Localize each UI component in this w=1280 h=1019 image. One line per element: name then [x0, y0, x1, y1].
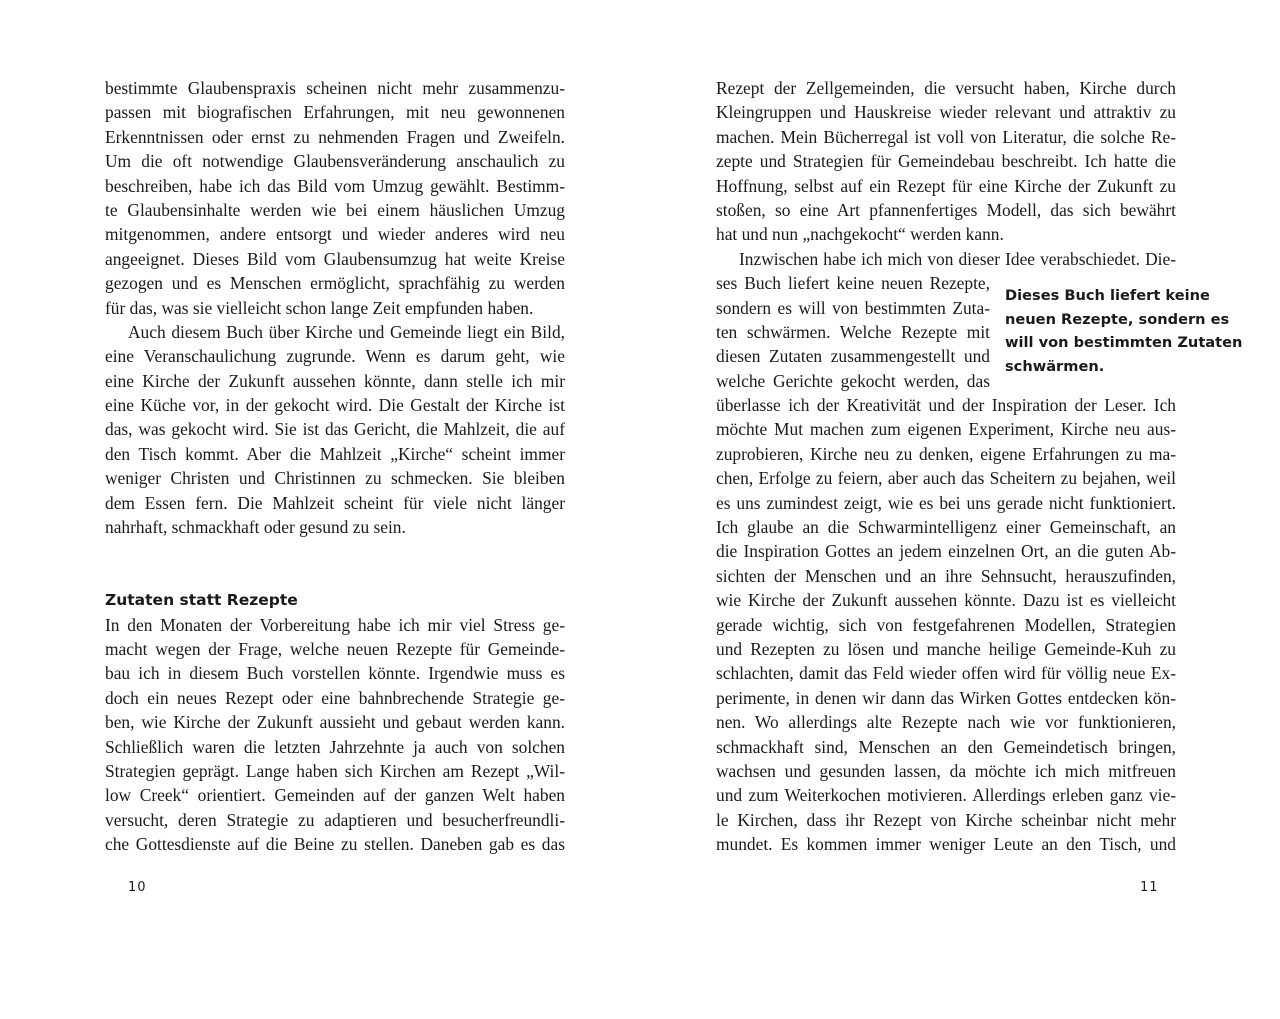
text-line: eine Veranschaulichung zugrunde. Wenn es darum geht, wie: [105, 346, 565, 367]
text-line: wie Kirche der Zukunft aussehen könnte. Dazu ist es vielleicht: [716, 590, 1176, 611]
text-line: ten schwärmen. Welche Rezepte mit: [716, 321, 990, 342]
text-line: schlachten, damit das Feld wieder offen wird für völlig neue Ex-: [716, 663, 1176, 684]
text-line: gerade wichtig, sich von festgefahrenen Modellen, Strategien: [716, 614, 1176, 635]
text-line: le Kirchen, dass ihr Rezept von Kirche scheinbar nicht mehr: [716, 809, 1176, 830]
section-heading: Zutaten statt Rezepte: [105, 591, 298, 610]
text-line: angeeignet. Dieses Bild vom Glaubensumzug hat weite Kreise: [105, 248, 565, 269]
text-line: überlasse ich der Kreativität und der Inspiration der Leser. Ich: [716, 395, 1176, 416]
text-line: Auch diesem Buch über Kirche und Gemeinde liegt ein Bild,: [128, 321, 565, 342]
section-gap: [105, 539, 565, 588]
text-line: und Rezepten zu lösen und manche heilige Gemeinde-Kuh zu: [716, 638, 1176, 659]
page-number: 10: [128, 880, 147, 895]
pull-quote-line: Dieses Buch liefert keine: [1005, 287, 1210, 304]
text-line: Um die oft notwendige Glaubensveränderung anschaulich zu: [105, 151, 565, 172]
text-line: passen mit biografischen Erfahrungen, mit neu gewonnenen: [105, 102, 565, 123]
text-line: gezogen und es Menschen ermöglicht, sprachfähig zu werden: [105, 273, 565, 294]
text-line: weniger Christen und Christinnen zu schmecken. Sie bleiben: [105, 468, 565, 489]
text-line: zepte und Strategien für Gemeindebau beschreibt. Ich hatte die: [716, 151, 1176, 172]
text-line: wachsen und gesunden lassen, da möchte ich mich mitfreuen: [716, 760, 1176, 781]
text-line: Rezept der Zellgemeinden, die versucht haben, Kirche durch: [716, 78, 1176, 98]
text-line: das, was gekocht wird. Sie ist das Gericht, die Mahlzeit, die auf: [105, 419, 565, 440]
text-line: zuprobieren, Kirche neu zu denken, eigene Erfahrungen zu ma-: [716, 443, 1176, 464]
left-text-column: [105, 76, 565, 857]
text-line: stoßen, so eine Art pfannenfertiges Modell, das sich bewährt: [716, 199, 1176, 220]
text-line: bestimmte Glaubenspraxis scheinen nicht mehr zusammenzu-: [105, 78, 565, 98]
text-line: diesen Zutaten zusammengestellt und: [716, 346, 990, 367]
text-line: die Inspiration Gottes an jedem einzelnen Ort, an die guten Ab-: [716, 541, 1176, 562]
text-line: In den Monaten der Vorbereitung habe ich mir viel Stress ge-: [105, 614, 565, 635]
text-line: che Gottesdienste auf die Beine zu stellen. Daneben gab es das: [105, 834, 565, 855]
text-line: dem Essen fern. Die Mahlzeit scheint für viele nicht länger: [105, 492, 565, 513]
text-line: eine Kirche der Zukunft aussehen könnte, dann stelle ich mir: [105, 370, 565, 391]
text-line: ses Buch liefert keine neuen Rezepte,: [716, 273, 990, 294]
text-line: versucht, deren Strategie zu adaptieren und besucherfreundli-: [105, 809, 565, 830]
text-line: für das, was sie vielleicht schon lange Zeit empfunden haben.: [105, 297, 534, 318]
text-line: nen. Wo allerdings alte Rezepte nach wie vor funktionieren,: [716, 712, 1176, 733]
text-line: Erkenntnissen oder ernst zu nehmenden Fragen und Zweifeln.: [105, 126, 565, 147]
pull-quote-line: neuen Rezepte, sondern es: [1005, 310, 1230, 328]
text-line: te Glaubensinhalte werden wie bei einem häuslichen Umzug: [105, 199, 565, 220]
pull-quote: [1005, 284, 1243, 378]
text-line: Hoffnung, selbst auf ein Rezept für eine Kirche der Zukunft zu: [716, 175, 1176, 196]
text-line: machen. Mein Bücherregal ist voll von Literatur, die solche Re-: [716, 126, 1176, 147]
text-line: Inzwischen habe ich mich von dieser Idee verabschiedet. Die-: [739, 248, 1176, 269]
left-paragraph-1: [105, 76, 565, 320]
pull-quote-line: schwärmen.: [1005, 357, 1105, 375]
text-line: bau ich in diesem Buch vorstellen könnte. Irgendwie muss es: [105, 663, 565, 684]
text-line: möchte Mut machen zum eigenen Experiment, Kirche neu aus-: [716, 419, 1176, 440]
text-line: hat und nun „nachgekocht“ werden kann.: [716, 224, 1004, 245]
pull-quote-line: will von bestimmten Zutaten: [1005, 334, 1243, 351]
text-line: sichten der Menschen und an ihre Sehnsucht, herauszufinden,: [716, 565, 1176, 586]
right-text-column: [716, 76, 1176, 857]
text-line: low Creek“ orientiert. Gemeinden auf der ganzen Welt haben: [105, 785, 565, 806]
text-line: doch ein neues Rezept oder eine bahnbrechende Strategie ge-: [105, 687, 565, 708]
left-paragraph-2: [105, 320, 565, 540]
text-line: mundet. Es kommen immer weniger Leute an den Tisch, und: [716, 834, 1176, 855]
page-number: 11: [1140, 880, 1159, 895]
text-line: Strategien geprägt. Lange haben sich Kirchen am Rezept „Wil-: [105, 760, 565, 781]
right-page: [640, 0, 1280, 1019]
text-line: sondern es will von bestimmten Zuta-: [716, 297, 990, 318]
text-line: macht wegen der Frage, welche neuen Rezepte für Gemeinde-: [105, 639, 565, 659]
text-line: nahrhaft, schmackhaft oder gesund zu sein.: [105, 517, 406, 538]
text-line: den Tisch kommt. Aber die Mahlzeit „Kirche“ scheint immer: [105, 443, 565, 464]
text-line: welche Gerichte gekocht werden, das: [716, 370, 990, 391]
text-line: mitgenommen, andere entsorgt und wieder anderes wird neu: [105, 224, 565, 245]
text-line: perimente, in denen wir dann das Wirken Gottes entdecken kön-: [716, 687, 1176, 708]
left-paragraph-3: [105, 613, 565, 857]
text-line: beschreiben, habe ich das Bild vom Umzug gewählt. Bestimm-: [105, 175, 565, 196]
text-line: Kleingruppen und Hauskreise wieder relevant und attraktiv zu: [716, 102, 1176, 123]
right-paragraph-1: [716, 76, 1176, 247]
text-line: eine Küche vor, in der gekocht wird. Die Gestalt der Kirche ist: [105, 395, 565, 416]
text-line: schmackhaft sind, Menschen an den Gemeindetisch bringen,: [716, 736, 1176, 757]
text-line: Ich glaube an die Schwarmintelligenz einer Gemeinschaft, an: [716, 517, 1176, 538]
text-line: Schließlich waren die letzten Jahrzehnte ja auch von solchen: [105, 736, 565, 757]
text-line: chen, Erfolge zu feiern, aber auch das Scheitern zu bejahen, weil: [716, 468, 1176, 489]
text-line: ben, wie Kirche der Zukunft aussieht und gebaut werden kann.: [105, 712, 565, 733]
text-line: es uns zumindest zeigt, wie es bei uns gerade nicht funktioniert.: [716, 492, 1176, 513]
text-line: und zum Weiterkochen motivieren. Allerdings erleben ganz vie-: [716, 785, 1176, 806]
